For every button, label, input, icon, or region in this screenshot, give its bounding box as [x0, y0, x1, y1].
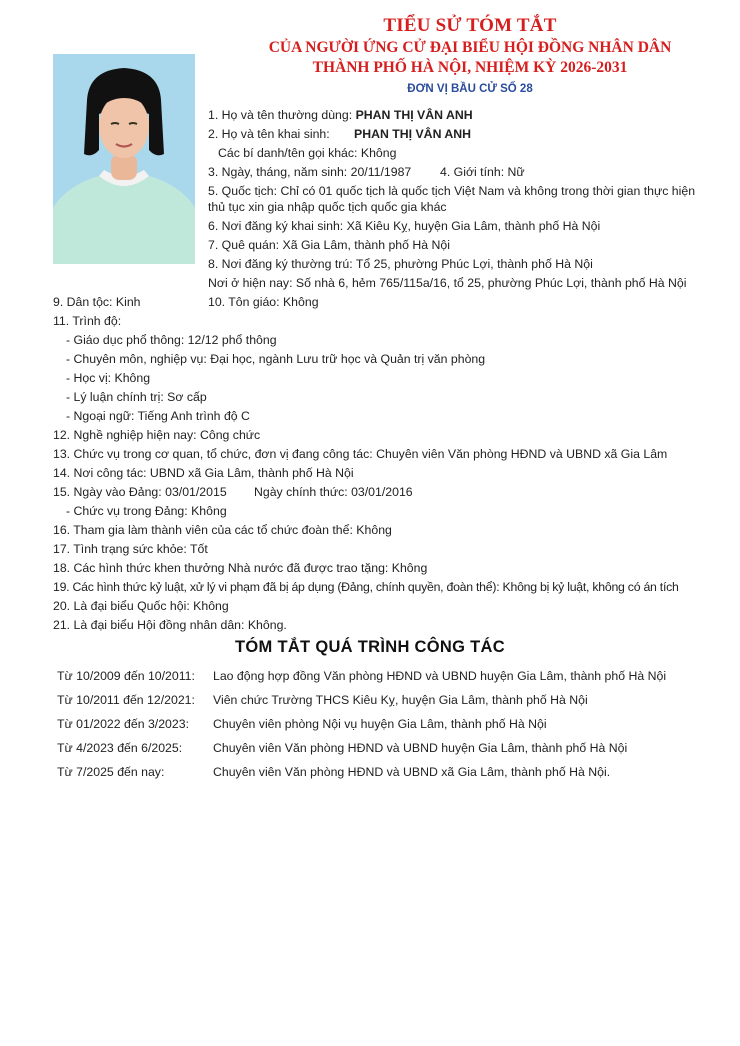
document-title: TIỂU SỬ TÓM TẮT	[383, 15, 557, 36]
item-2-label: 2. Họ và tên khai sinh:	[208, 127, 330, 141]
item-8-current-residence: Nơi ở hiện nay: Số nhà 6, hẻm 765/115a/16, tổ 25, phường Phúc Lợi, thành phố Hà Nội	[208, 276, 687, 290]
item-17-health: 17. Tình trạng sức khỏe: Tốt	[53, 542, 208, 556]
work-period: Từ 4/2023 đến 6/2025:	[57, 741, 183, 755]
item-14-workplace: 14. Nơi công tác: UBND xã Gia Lâm, thành phố Hà Nội	[53, 466, 354, 480]
item-1-common-name	[208, 107, 473, 123]
item-15-party-role: - Chức vụ trong Đảng: Không	[66, 504, 227, 518]
item-12-occupation: 12. Nghề nghiệp hiện nay: Công chức	[53, 428, 261, 442]
item-2-alias: Các bí danh/tên gọi khác: Không	[218, 146, 397, 160]
work-period: Từ 01/2022 đến 3/2023:	[57, 717, 189, 731]
work-description: Chuyên viên Văn phòng HĐND và UBND xã Gia Lâm, thành phố Hà Nội.	[213, 765, 611, 779]
item-4-gender: 4. Giới tính: Nữ	[440, 165, 525, 179]
work-history-row	[57, 668, 666, 684]
item-9-ethnicity: 9. Dân tộc: Kinh	[53, 295, 141, 309]
item-21-peoples-council: 21. Là đại biểu Hội đồng nhân dân: Không.	[53, 618, 287, 632]
work-period: Từ 7/2025 đến nay:	[57, 765, 165, 779]
item-20-national-assembly: 20. Là đại biểu Quốc hội: Không	[53, 599, 229, 613]
candidate-portrait-photo	[53, 54, 195, 264]
work-description: Lao động hợp đồng Văn phòng HĐND và UBND huyện Gia Lâm, thành phố Hà Nội	[213, 669, 667, 683]
item-5-nationality-line-1: 5. Quốc tịch: Chỉ có 01 quốc tịch là quốc tịch Việt Nam và không trong thời gian thực hiện	[208, 184, 696, 198]
item-15-official-date: Ngày chính thức: 03/01/2016	[254, 485, 413, 499]
item-8-permanent-residence: 8. Nơi đăng ký thường trú: Tổ 25, phường Phúc Lợi, thành phố Hà Nội	[208, 257, 593, 271]
portrait-image	[53, 54, 195, 264]
item-2-value: PHAN THỊ VÂN ANH	[354, 127, 472, 141]
work-history-row	[57, 740, 627, 756]
item-18-awards: 18. Các hình thức khen thưởng Nhà nước đã được trao tặng: Không	[53, 561, 428, 575]
work-history-row	[57, 764, 610, 780]
item-10-religion: 10. Tôn giáo: Không	[208, 295, 319, 309]
work-history-row	[57, 716, 547, 732]
item-1-label: 1. Họ và tên thường dùng:	[208, 108, 356, 122]
document-subtitle-line-1: CỦA NGƯỜI ỨNG CỬ ĐẠI BIỂU HỘI ĐỒNG NHÂN DÂN	[268, 39, 672, 56]
work-period: Từ 10/2009 đến 10/2011:	[57, 669, 195, 683]
item-11-general-education: - Giáo dục phổ thông: 12/12 phổ thông	[66, 333, 277, 347]
work-description: Viên chức Trường THCS Kiêu Kỵ, huyện Gia Lâm, thành phố Hà Nội	[213, 693, 588, 707]
electoral-unit: ĐƠN VỊ BẦU CỬ SỐ 28	[407, 83, 533, 95]
document-subtitle-line-2: THÀNH PHỐ HÀ NỘI, NHIỆM KỲ 2026-2031	[312, 59, 628, 76]
item-11-academic-degree: - Học vị: Không	[66, 371, 151, 385]
work-description: Chuyên viên phòng Nội vụ huyện Gia Lâm, thành phố Hà Nội	[213, 717, 547, 731]
item-11-foreign-language: - Ngoại ngữ: Tiếng Anh trình độ C	[66, 409, 250, 423]
item-1-value: PHAN THỊ VÂN ANH	[355, 108, 473, 122]
item-11-political-theory: - Lý luận chính trị: Sơ cấp	[66, 390, 207, 404]
item-3-birth-date: 3. Ngày, tháng, năm sinh: 20/11/1987	[208, 165, 412, 179]
item-11-qualifications: 11. Trình độ:	[53, 314, 122, 328]
item-16-organizations: 16. Tham gia làm thành viên của các tổ chức đoàn thể: Không	[53, 523, 392, 537]
document-header	[250, 14, 690, 97]
work-description: Chuyên viên Văn phòng HĐND và UBND huyện Gia Lâm, thành phố Hà Nội	[213, 741, 628, 755]
work-period: Từ 10/2011 đến 12/2021:	[57, 693, 195, 707]
item-13-position: 13. Chức vụ trong cơ quan, tổ chức, đơn vị đang công tác: Chuyên viên Văn phòng HĐND và UBND xã Gia Lâm	[53, 447, 668, 461]
item-15-party-join-date: 15. Ngày vào Đảng: 03/01/2015	[53, 485, 227, 499]
item-7-hometown: 7. Quê quán: Xã Gia Lâm, thành phố Hà Nội	[208, 238, 450, 252]
item-19-discipline: 19. Các hình thức kỷ luật, xử lý vi phạm đã bị áp dụng (Đảng, chính quyền, đoàn thể): Không bị kỷ luật, không có án tích	[53, 580, 679, 594]
item-11-specialization: - Chuyên môn, nghiệp vụ: Đại học, ngành Lưu trữ học và Quản trị văn phòng	[66, 352, 486, 366]
item-6-birth-registration: 6. Nơi đăng ký khai sinh: Xã Kiêu Kỵ, huyện Gia Lâm, thành phố Hà Nội	[208, 219, 601, 233]
work-history-title: TÓM TẮT QUÁ TRÌNH CÔNG TÁC	[235, 638, 505, 656]
item-5-nationality-line-2: thủ tục xin gia nhập quốc tịch quốc gia khác	[208, 200, 447, 214]
work-history-row	[57, 692, 588, 708]
